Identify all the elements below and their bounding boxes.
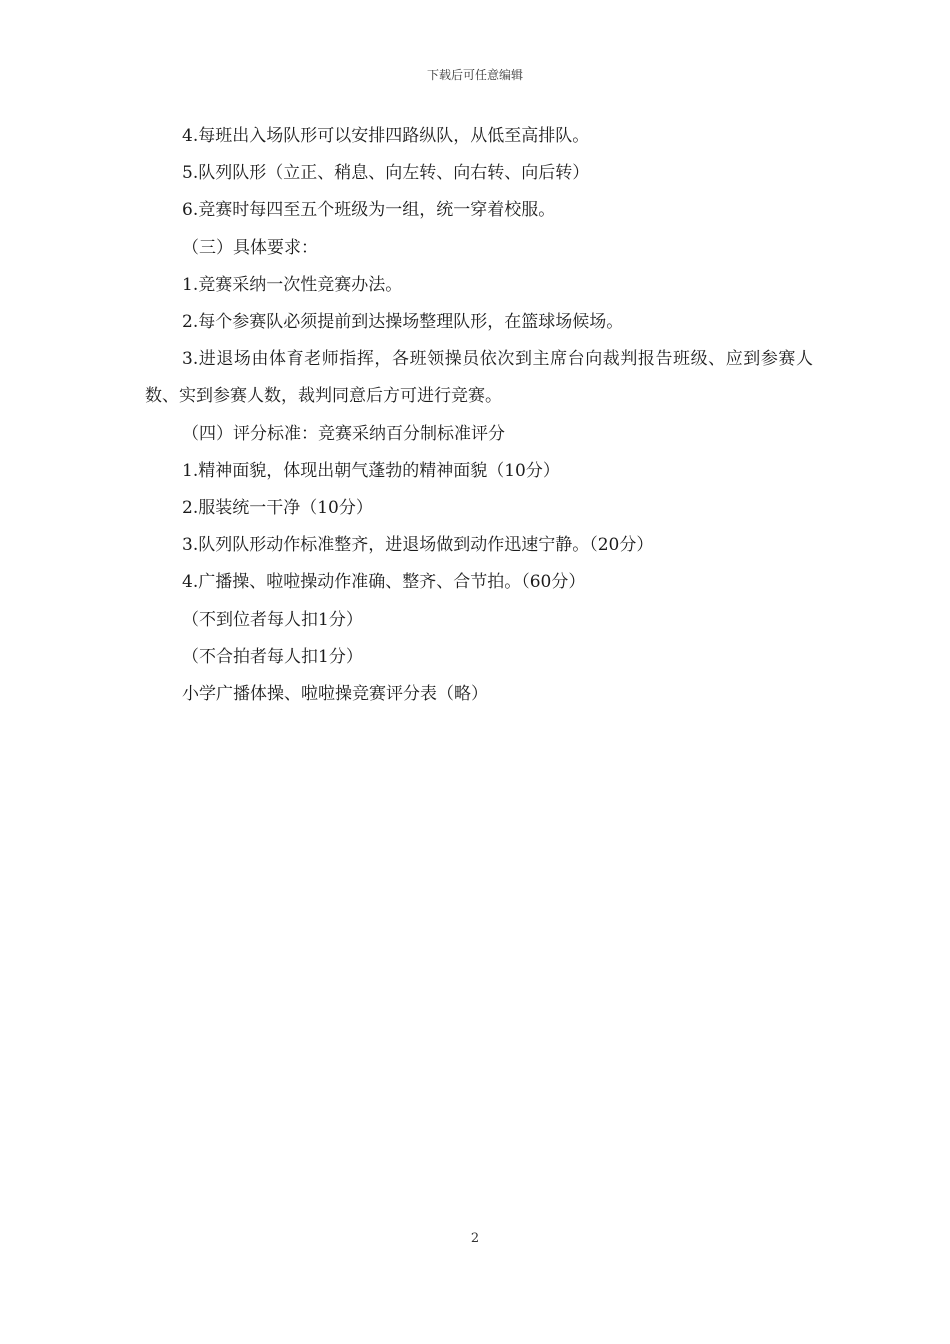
requirement-item-2: 2.每个参赛队必须提前到达操场整理队形，在篮球场候场。 (182, 312, 624, 333)
section-heading-requirements: （三）具体要求： (182, 237, 318, 258)
score-table-note: 小学广播体操、啦啦操竞赛评分表（略） (182, 684, 488, 705)
scoring-item-2: 2.服装统一干净（10分） (182, 498, 373, 519)
paragraph-item-6: 6.竞赛时每四至五个班级为一组，统一穿着校服。 (182, 200, 556, 221)
deduction-note-2: （不合拍者每人扣1分） (182, 646, 363, 667)
deduction-note-1: （不到位者每人扣1分） (182, 609, 363, 630)
page-number: 2 (470, 1231, 480, 1246)
section-heading-scoring: （四）评分标准：竞赛采纳百分制标准评分 (182, 423, 505, 444)
requirement-item-1: 1.竞赛采纳一次性竞赛办法。 (182, 274, 403, 295)
paragraph-item-5: 5.队列队形（立正、稍息、向左转、向右转、向后转） (182, 163, 590, 184)
scoring-item-1: 1.精神面貌，体现出朝气蓬勃的精神面貌（10分） (182, 460, 560, 481)
scoring-item-4: 4.广播操、啦啦操动作准确、整齐、合节拍。（60分） (182, 572, 586, 593)
scoring-item-3: 3.队列队形动作标准整齐，进退场做到动作迅速宁静。（20分） (182, 535, 654, 556)
paragraph-item-4: 4.每班出入场队形可以安排四路纵队，从低至高排队。 (182, 126, 590, 146)
requirement-item-3: 3.进退场由体育老师指挥，各班领操员依次到主席台向裁判报告班级、应到参赛人数、实到参赛人数，裁判同意后方可进行竞赛。 (145, 349, 813, 407)
document-body (145, 118, 813, 713)
page-header: 下载后可任意编辑 (426, 68, 523, 82)
